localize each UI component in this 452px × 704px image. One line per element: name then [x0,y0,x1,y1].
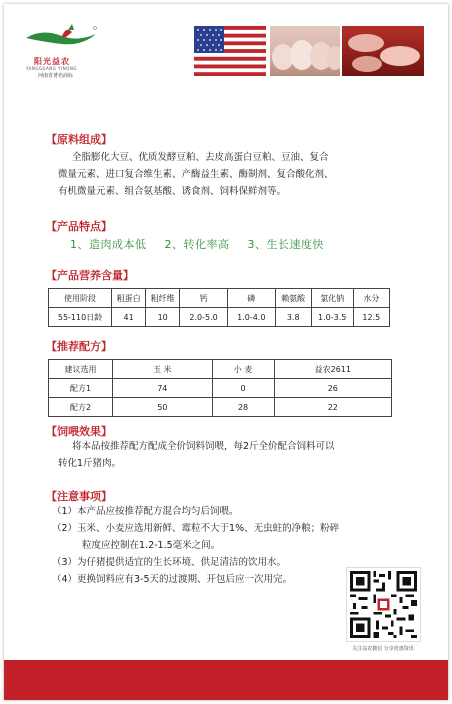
formula-title: 【推荐配方】 [46,340,112,353]
materials-line: 有机微量元素、组合氨基酸、诱食剂、饲料保鲜剂等。 [58,186,287,197]
note-item: （3）为仔猪提供适宜的生长环境、供足清洁的饮用水。 [52,557,287,568]
brand-subtitle: YANGGUANG YINONG [26,66,77,71]
piglets-photo [270,26,340,76]
table-header-row [49,360,392,379]
table-cell: 55-110日龄 [49,308,112,327]
features-list [70,236,338,252]
page-frame [4,4,448,700]
feeding-line: 将本品按推荐配方配成全价饲料饲喂，每2斤全价配合饲料可以 [72,441,335,452]
table-header-cell: 建议选用 [49,360,113,379]
table-cell: 配方2 [49,398,113,417]
table-row [49,398,392,417]
features-title: 【产品特点】 [46,220,112,233]
table-cell: 12.5 [353,308,389,327]
formula-table [48,359,392,417]
table-cell: 26 [274,379,391,398]
qr-caption: 关注益农微信 分享优惠资讯 [352,646,414,652]
note-item: （2）玉米、小麦应选用新鲜、霉粒不大于1%、无虫蛀的净粮；粉碎 [52,523,340,534]
table-cell: 74 [113,379,212,398]
table-cell: 配方1 [49,379,113,398]
note-item: （1）本产品应按推荐配方混合均匀后饲喂。 [52,506,239,517]
table-row [49,379,392,398]
note-item: （4）更换饲料应有3-5天的过渡期、开包后应一次用完。 [52,574,293,585]
materials-title: 【原料组成】 [46,133,112,146]
materials-line: 微量元素、进口复合维生素、产酶益生素、酶制剂、复合酸化剂、 [58,169,334,180]
table-header-cell: 玉 米 [113,360,212,379]
table-cell: 28 [212,398,274,417]
table-header-cell: 磷 [227,289,275,308]
notes-title: 【注意事项】 [46,490,112,503]
feeding-line: 转化1斤猪肉。 [58,458,122,469]
feature-item: 2、转化率高 [164,238,230,251]
materials-text [72,149,412,166]
brand-name: 阳光益农 [34,57,70,66]
table-row [49,308,390,327]
nutrition-table [48,288,390,327]
table-cell: 1.0-3.5 [311,308,353,327]
note-item-cont: 粒度应控制在1.2-1.5毫米之间。 [82,540,221,551]
sows-photo [342,26,424,76]
table-cell: 3.8 [275,308,311,327]
materials-text-cont [58,166,418,200]
table-cell: 10 [146,308,180,327]
wechat-qr-code [346,567,421,642]
table-header-cell: 氯化钠 [311,289,353,308]
brand-honor: 河南省著名商标 [38,73,74,79]
table-header-cell: 益农2611 [274,360,391,379]
table-header-cell: 水分 [353,289,389,308]
table-header-cell: 钙 [180,289,228,308]
feeding-title: 【饲喂效果】 [46,425,112,438]
feature-item: 3、生长速度快 [247,238,324,251]
table-header-cell: 粗蛋白 [112,289,146,308]
footer-band [4,660,448,700]
table-header-cell: 使用阶段 [49,289,112,308]
table-cell: 0 [212,379,274,398]
materials-line: 全脂膨化大豆、优质发酵豆粕、去皮高蛋白豆粕、豆油、复合 [72,152,329,163]
table-header-cell: 小 麦 [212,360,274,379]
table-cell: 2.0-5.0 [180,308,228,327]
table-cell: 41 [112,308,146,327]
table-header-cell: 粗纤维 [146,289,180,308]
nutrition-title: 【产品营养含量】 [46,269,134,282]
table-header-cell: 赖氨酸 [275,289,311,308]
us-flag-image [194,26,266,76]
table-cell: 50 [113,398,212,417]
feature-item: 1、造肉成本低 [70,238,147,251]
table-cell: 22 [274,398,391,417]
table-cell: 1.0-4.0 [227,308,275,327]
table-header-row [49,289,390,308]
